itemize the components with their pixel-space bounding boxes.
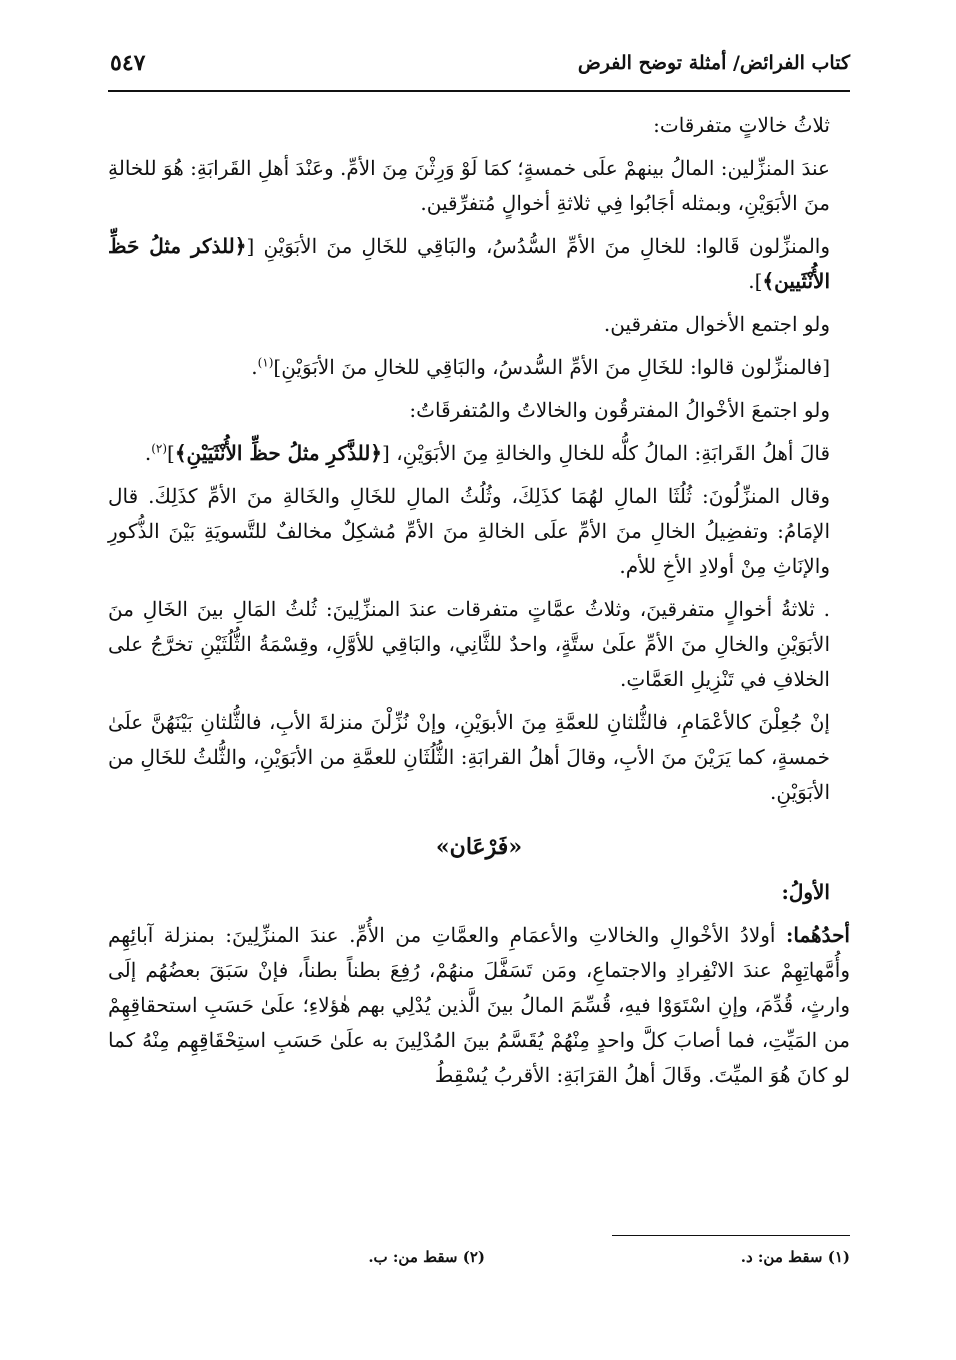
paragraph bbox=[108, 229, 850, 299]
paragraph-text: أولادُ الأخْوالِ والخالاتِ والأعمَامِ والعمَّاتِ من الأُمِّ. عندَ المنزِّلِينَ: بمنزلة آبائِهِم وأُمَّهاتِهِمْ عندَ الانْفِرادِ والاجتماعِ، ومَن تَسَفَّلَ منهُمْ، رُفِعَ بطناً بطناً، فإنْ سَبَقَ بعضُهُم إلَى وارثٍ، قُدِّمَ، وإنِ اسْتَوَوْا فيهِ، قُسِّمَ المالُ بينَ الَّذين يُدْلِي بهم هٰؤلاءِ؛ علَىٰ حَسَبِ استحقاقِهِمْ من المَيِّتِ، فما أصابَ كلَّ واحدٍ مِنْهُمْ يُقَسَّمُ بينَ المُدْلِينَ به علَىٰ حَسَبِ استِحْقَاقِهِم مِنْهُ كما لو كانَ هُوَ الميِّتَ. وقَالَ أهلُ القرَابَةِ: الأقربُ يُسْقِطُ bbox=[108, 923, 850, 1087]
paragraph: ولو اجتمع الأخوال متفرقين. bbox=[603, 312, 830, 336]
paragraph-text: ] bbox=[167, 441, 175, 465]
paragraph-lead: أحدُهُما: bbox=[785, 923, 850, 947]
paragraph-text: قالَ أهلُ القَرابَةِ: المالُ كلُّه للخالِ والخالةِ مِنَ الأبَوَيْنِ، [ bbox=[382, 441, 830, 465]
paragraph: . ثلاثةُ أخوالٍ متفرقينَ، وثلاثُ عمَّاتٍ متفرقات عندَ المنزِّلِينَ: ثُلثُ المَالِ بينَ الخَالِ منَ الأبَوَيْنِ والخالِ منَ الأمِّ علَىٰ ستَّةٍ، واحدٌ للثَّانِي، والبَاقِي للأوَّلِ، وقِسْمَةُ الثُّلُثَيْنِ تخرَّجُ على الخلافِ في تَنْزِيلِ العَمَّاتِ. bbox=[108, 597, 830, 691]
running-title: كتاب الفرائض/ أمثلة توضح الفرض bbox=[577, 52, 850, 74]
paragraph-text: والمنزِّلون قَالوا: للخالِ منَ الأمِّ السُّدُسُ، والبَاقِي للخَالِ منَ الأبَوَيْنِ [ bbox=[246, 234, 830, 258]
subsection-heading: الأولُ: bbox=[781, 880, 830, 904]
paragraph-text: . bbox=[251, 355, 258, 379]
footnote: (٢) سقط من: ب. bbox=[368, 1248, 485, 1266]
footnotes bbox=[108, 1248, 850, 1278]
quran-quote: ﴿للذكر مثلُ حَظِّ الأُنْثَيين﴾ bbox=[108, 234, 830, 293]
paragraph-text: [فالمنزِّلون قالوا: للخَالِ منَ الأمِّ السُّدسُ، والبَاقِي للخالِ منَ الأبَوَيْنِ] bbox=[273, 355, 830, 379]
footnote-divider bbox=[612, 1235, 850, 1236]
footnote-ref: (١) bbox=[257, 355, 274, 370]
paragraph: عندَ المنزِّلين: المالُ بينهمْ علَى خمسةٍ؛ كمَا لَوْ وَرِثْنَ مِنَ الأمِّ. وعَنْدَ أهلِ القَرابَةِ: هُوَ للخالةِ منَ الأبَوَيْنِ، وبمثله أجَابُوا فِي ثلاثةِ أخوالٍ مُتفرِّقين. bbox=[108, 156, 830, 215]
paragraph: وقال المنزِّلُونَ: ثُلُثَا المالِ لهُمَا كذَلِكَ، وثُلُثُ المالِ للخَالِ والخَالةِ منَ الأمِّ كذَلِكَ. قال الإمَامُ: وتفضِيلُ الخالِ منَ الأمِّ علَى الخالةِ منَ الأمِّ مُشكِلٌ مخالفٌ للتَّسويَةِ بَيْنَ الذُّكورِ والإنَاثِ مِنْ أولادِ الأخِ للأم. bbox=[108, 484, 830, 578]
main-text bbox=[108, 108, 850, 1101]
footnote: (١) سقط من: د. bbox=[740, 1248, 850, 1266]
section-title: «فَرْعَان» bbox=[435, 834, 523, 860]
paragraph: ثلاثُ خالاتٍ متفرقات: bbox=[653, 113, 830, 137]
paragraph-text: . bbox=[144, 441, 152, 465]
quran-quote: ﴿للذَّكرِ مثلُ حظِّ الأُنْثَيَيْنِ﴾ bbox=[174, 441, 383, 465]
paragraph bbox=[108, 918, 850, 1093]
paragraph bbox=[108, 350, 850, 385]
paragraph bbox=[108, 436, 850, 471]
page-number: ٥٤٧ bbox=[110, 50, 146, 76]
page-header bbox=[108, 50, 850, 92]
paragraph: إنْ جُعِلْنَ كالأعْمَامِ، فالثُّلثانِ للعمَّةِ مِنَ الأبوَيْنِ، وإنْ نُزِّلْنَ منزلةَ الأبِ، فالثُّلثانِ بَيْنَهُنَّ علَىٰ خمسةٍ، كما يَرَيْنَ منَ الأبِ، وقالَ أهلُ القرابَةِ: الثُّلُثَانِ للعمَّةِ من الأبَوَيْنِ، والثُّلثُ للخَالِ من الأبَوَيْنِ. bbox=[108, 710, 830, 804]
paragraph: ولو اجتمعَ الأخْوالُ المفترقُون والخالاتُ والمُتفرقَاتُ: bbox=[409, 398, 830, 422]
paragraph-text: ]. bbox=[748, 269, 763, 293]
footnote-ref: (٢) bbox=[151, 441, 168, 456]
